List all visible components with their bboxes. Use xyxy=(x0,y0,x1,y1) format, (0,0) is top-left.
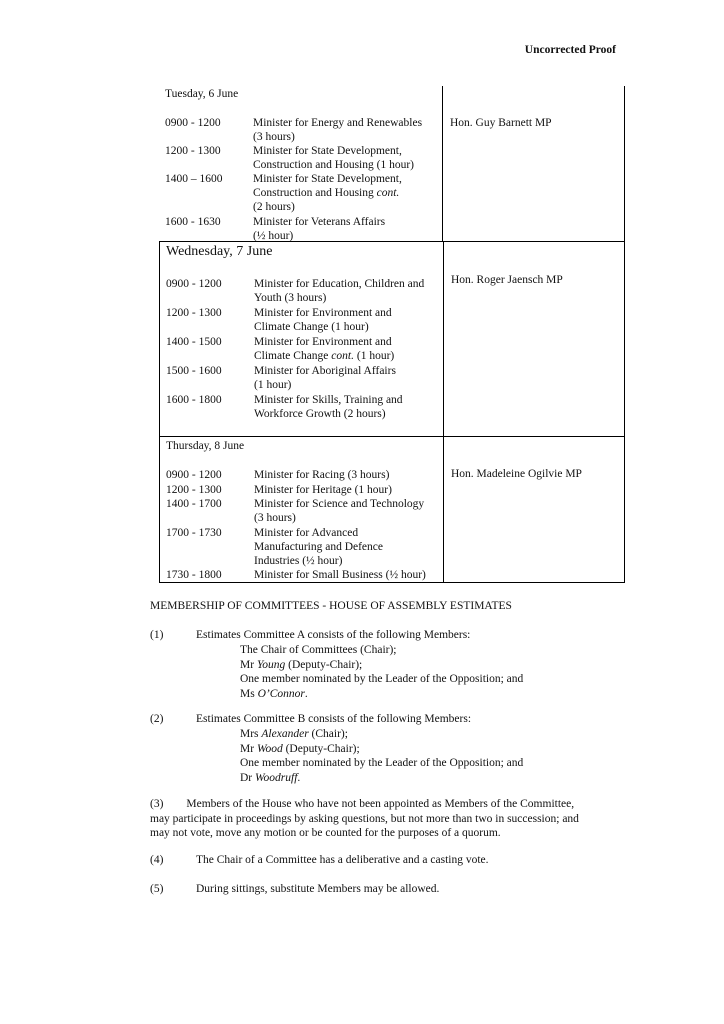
portfolio-line: Minister for Energy and Renewables xyxy=(253,117,423,129)
minister-name: Hon. Roger Jaensch MP xyxy=(451,274,563,286)
member-line: Mr Young (Deputy-Chair); xyxy=(240,658,363,671)
paragraph-3 xyxy=(150,797,630,841)
committee-a-intro: Estimates Committee A consists of the following Members: xyxy=(196,629,471,641)
portfolio-line: Minister for Environment and xyxy=(254,307,392,319)
portfolio-line: Climate Change (1 hour) xyxy=(254,321,369,333)
schedule-table xyxy=(159,86,625,583)
member-line: Mr Wood (Deputy-Chair); xyxy=(240,742,360,755)
paragraph-line: may participate in proceedings by asking questions, but not more than two in succession; and xyxy=(150,812,579,825)
portfolio-line: Construction and Housing (1 hour) xyxy=(253,159,414,171)
day-block-wednesday xyxy=(159,242,625,437)
portfolio-line: (3 hours) xyxy=(254,512,296,524)
time-slot: 1400 - 1500 xyxy=(166,336,222,348)
portfolio-line: Industries (½ hour) xyxy=(254,555,343,567)
member-line: Dr Woodruff. xyxy=(240,772,301,785)
paragraph-line: may not vote, move any motion or be counted for the purposes of a quorum. xyxy=(150,827,501,839)
portfolio-line: Minister for State Development, xyxy=(253,145,402,157)
portfolio-line: Manufacturing and Defence xyxy=(254,541,383,553)
portfolio-line: Climate Change cont. (1 hour) xyxy=(254,350,395,362)
time-slot: 1500 - 1600 xyxy=(166,365,222,377)
time-slot: 1200 - 1300 xyxy=(166,307,222,319)
portfolio-line: Minister for Veterans Affairs xyxy=(253,216,386,228)
committee-b-intro: Estimates Committee B consists of the following Members: xyxy=(196,713,472,725)
portfolio-line: Minister for State Development, xyxy=(253,173,402,185)
portfolio-line: Minister for Education, Children and xyxy=(254,278,425,290)
portfolio-line: Minister for Racing (3 hours) xyxy=(254,469,390,481)
portfolio-line: Minister for Environment and xyxy=(254,336,392,348)
time-slot: 1200 - 1300 xyxy=(166,484,222,496)
time-slot: 1600 - 1630 xyxy=(165,216,221,228)
member-line: Ms O’Connor. xyxy=(240,688,308,701)
minister-name: Hon. Guy Barnett MP xyxy=(450,117,552,129)
day-block-thursday xyxy=(159,437,625,583)
member-line: One member nominated by the Leader of the Opposition; and xyxy=(240,673,524,686)
day-block-tuesday xyxy=(159,86,625,242)
time-slot: 1730 - 1800 xyxy=(166,569,222,581)
member-line: The Chair of Committees (Chair); xyxy=(240,644,397,656)
portfolio-line: Construction and Housing cont. xyxy=(253,187,400,199)
time-slot: 1700 - 1730 xyxy=(166,527,222,539)
portfolio-line: Minister for Small Business (½ hour) xyxy=(254,569,426,581)
time-slot: 0900 - 1200 xyxy=(165,117,221,129)
time-slot: 1400 – 1600 xyxy=(165,173,223,185)
portfolio-line: (½ hour) xyxy=(253,230,294,242)
paragraph-number: (5) xyxy=(150,883,164,895)
member-line: Mrs Alexander (Chair); xyxy=(240,728,348,740)
uncorrected-proof-label: Uncorrected Proof xyxy=(524,44,616,56)
portfolio-line: Workforce Growth (2 hours) xyxy=(254,408,386,420)
paragraph-line: (3) Members of the House who have not been appointed as Members of the Committee, xyxy=(150,798,575,810)
membership-heading: MEMBERSHIP OF COMMITTEES - HOUSE OF ASSEMBLY ESTIMATES xyxy=(150,600,512,612)
member-line: One member nominated by the Leader of the Opposition; and xyxy=(240,757,524,770)
time-slot: 1600 - 1800 xyxy=(166,394,222,406)
day-heading: Wednesday, 7 June xyxy=(166,244,273,259)
portfolio-line: Minister for Heritage (1 hour) xyxy=(254,484,392,496)
portfolio-line: Minister for Skills, Training and xyxy=(254,394,403,406)
portfolio-line: Minister for Science and Technology xyxy=(254,498,425,510)
portfolio-line: Minister for Advanced xyxy=(254,527,359,539)
minister-name: Hon. Madeleine Ogilvie MP xyxy=(451,468,582,480)
paragraph-5-text: During sittings, substitute Members may be allowed. xyxy=(196,883,440,895)
time-slot: 1200 - 1300 xyxy=(165,145,221,157)
paragraph-number: (1) xyxy=(150,629,164,641)
committee-b-members xyxy=(240,727,523,786)
portfolio-line: Minister for Aboriginal Affairs xyxy=(254,365,396,377)
committee-a-members xyxy=(240,643,523,702)
time-slot: 0900 - 1200 xyxy=(166,469,222,481)
day-heading: Thursday, 8 June xyxy=(166,440,245,452)
time-slot: 0900 - 1200 xyxy=(166,278,222,290)
paragraph-4-text: The Chair of a Committee has a deliberative and a casting vote. xyxy=(196,854,489,866)
paragraph-number: (4) xyxy=(150,854,164,866)
portfolio-line: (3 hours) xyxy=(253,131,295,143)
portfolio-line: Youth (3 hours) xyxy=(254,292,327,304)
time-slot: 1400 - 1700 xyxy=(166,498,222,510)
day-heading: Tuesday, 6 June xyxy=(165,88,239,100)
portfolio-line: (1 hour) xyxy=(254,379,292,391)
paragraph-number: (2) xyxy=(150,713,164,725)
portfolio-line: (2 hours) xyxy=(253,201,295,213)
